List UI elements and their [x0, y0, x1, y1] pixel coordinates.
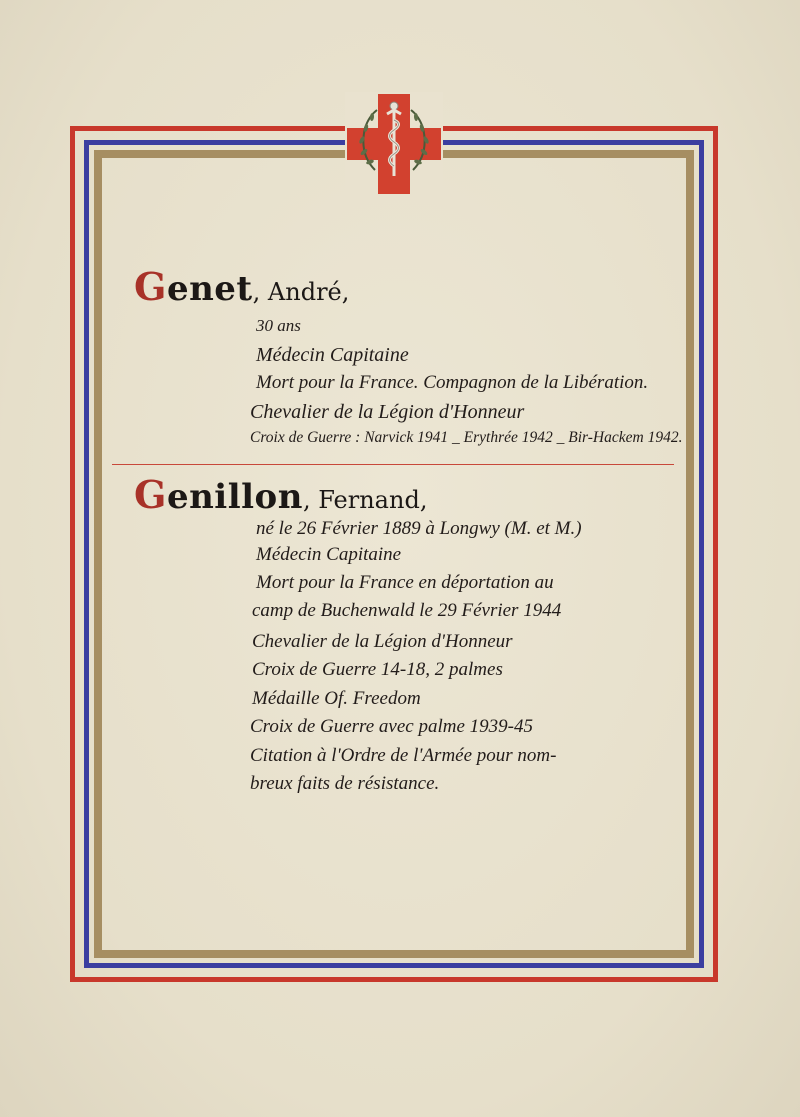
entry-2-line: Médecin Capitaine	[256, 544, 402, 565]
entry-2-given-name: , Fernand,	[302, 486, 428, 514]
entry-2-line: Mort pour la France en déportation au	[256, 572, 554, 593]
entry-2-line: camp de Buchenwald le 29 Février 1944	[252, 600, 562, 621]
entry-2-line: Croix de Guerre 14-18, 2 palmes	[252, 659, 503, 680]
entry-1-line: Croix de Guerre : Narvick 1941 _ Erythrée 1942 _ Bir-Hackem 1942.	[250, 429, 683, 446]
entry-2-line: Médaille Of. Freedom	[252, 688, 421, 709]
entry-2-name	[134, 472, 427, 517]
entry-1-name	[134, 264, 349, 309]
red-cross-caduceus-laurel-icon	[345, 92, 443, 196]
entry-2-line: Citation à l'Ordre de l'Armée pour nom-	[250, 745, 557, 766]
entry-2-line: Chevalier de la Légion d'Honneur	[252, 631, 513, 652]
entry-2-line: Croix de Guerre avec palme 1939-45	[250, 716, 533, 737]
entry-2-line: né le 26 Février 1889 à Longwy (M. et M.)	[256, 518, 582, 539]
entry-divider	[112, 464, 674, 465]
entry-1-surname: Genet	[134, 264, 253, 309]
entry-1-line: Médecin Capitaine	[256, 344, 409, 366]
entry-1-given-name: , André,	[252, 278, 350, 306]
entry-1-line: Chevalier de la Légion d'Honneur	[250, 401, 525, 423]
entry-1-line: Mort pour la France. Compagnon de la Libération.	[256, 372, 649, 393]
entry-2-line: breux faits de résistance.	[250, 773, 440, 794]
entry-1-line: 30 ans	[256, 316, 301, 335]
entry-2-surname: Genillon	[134, 472, 303, 517]
